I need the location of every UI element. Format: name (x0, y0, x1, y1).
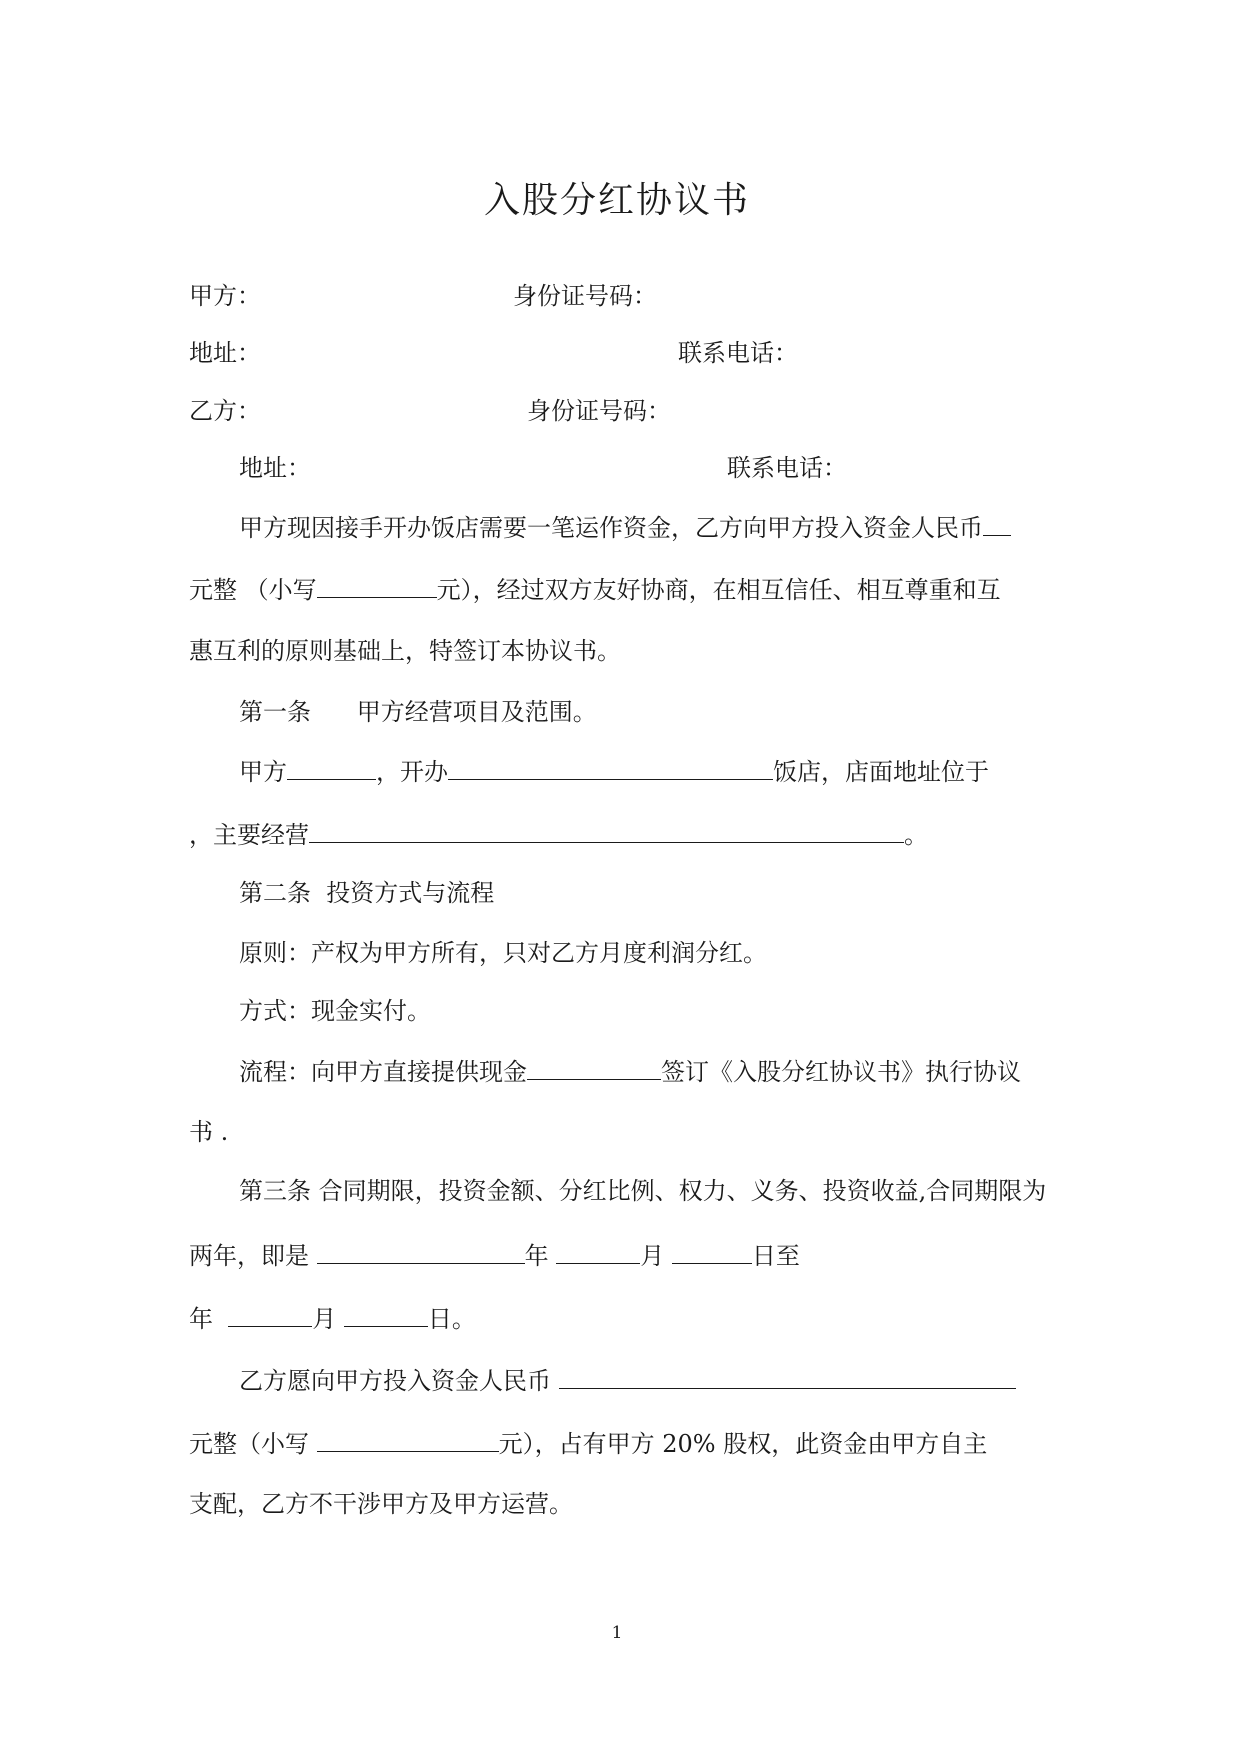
start-year-label: 年 (524, 1242, 549, 1270)
article-1-text-c: 饭店，店面地址位于 (773, 758, 989, 786)
start-month-blank (556, 1239, 640, 1264)
intro-line-3: 惠互利的原则基础上，特签订本协议书。 (189, 637, 621, 665)
investment-lowercase-blank (317, 1427, 499, 1452)
article-2-flow-end: 书 . (189, 1118, 229, 1146)
start-day-blank (672, 1239, 752, 1264)
start-year-blank (317, 1239, 525, 1264)
end-day-label: 日。 (427, 1305, 476, 1333)
article-3-line-2 (189, 1239, 800, 1271)
article-1-text-b: ，开办 (376, 758, 448, 786)
restaurant-name-blank (448, 755, 773, 780)
article-1-text-d: ，主要经营 (189, 821, 309, 849)
party-b-label: 乙方： (189, 397, 261, 425)
article-3-line-3 (189, 1302, 476, 1334)
article-3-text-a: 两年，即是 (189, 1242, 317, 1270)
intro-text-2a: 元整 （小写 (189, 576, 317, 604)
party-a-phone-label: 联系电话： (678, 339, 798, 367)
party-b-address-label: 地址： (239, 454, 311, 482)
party-a-name-blank (287, 755, 376, 780)
investment-line (239, 1364, 1016, 1396)
article-1-text-e: 。 (904, 821, 928, 849)
end-month-label: 月 (312, 1305, 337, 1333)
party-a-label: 甲方： (189, 282, 261, 310)
article-1-line-1 (239, 755, 989, 787)
intro-line-2 (189, 573, 1001, 605)
start-day-label: 日至 (751, 1242, 800, 1270)
article-2-flow-a: 流程：向甲方直接提供现金 (239, 1058, 527, 1086)
party-a-id-label: 身份证号码： (513, 282, 657, 310)
investment-amount-text-a: 元整（小写 (189, 1430, 317, 1458)
amount-uppercase-blank (983, 511, 1011, 536)
cash-amount-blank (527, 1055, 661, 1080)
end-day-blank (344, 1302, 428, 1327)
article-2-flow-b: 签订《入股分红协议书》执行协议 (661, 1058, 1021, 1086)
article-2-principle: 原则：产权为甲方所有，只对乙方月度利润分红。 (239, 939, 767, 967)
investment-last-line: 支配，乙方不干涉甲方及甲方运营。 (189, 1490, 573, 1518)
party-a-address-label: 地址： (189, 339, 261, 367)
intro-text-1: 甲方现因接手开办饭店需要一笔运作资金，乙方向甲方投入资金人民币 (239, 514, 983, 542)
article-2-heading: 第二条 投资方式与流程 (239, 879, 495, 907)
intro-line-1 (239, 511, 1011, 543)
amount-lowercase-blank (317, 573, 437, 598)
end-year-label: 年 (189, 1305, 221, 1333)
party-b-id-label: 身份证号码： (527, 397, 671, 425)
article-2-flow (239, 1055, 1021, 1087)
article-1-line-2 (189, 818, 928, 850)
page-number: 1 (611, 1623, 623, 1643)
business-scope-blank (309, 818, 904, 843)
investment-amount-text-b: 元），占有甲方 20% 股权，此资金由甲方自主 (498, 1430, 988, 1458)
investment-text: 乙方愿向甲方投入资金人民币 (239, 1367, 559, 1395)
document-title: 入股分红协议书 (483, 180, 750, 221)
article-3-line-1: 第三条 合同期限，投资金额、分红比例、权力、义务、投资收益,合同期限为 (239, 1177, 1047, 1205)
article-1-text-a: 甲方 (239, 758, 287, 786)
party-b-phone-label: 联系电话： (727, 454, 847, 482)
investment-amount-line (189, 1427, 987, 1459)
start-month-label: 月 (640, 1242, 665, 1270)
article-2-method: 方式：现金实付。 (239, 997, 431, 1025)
article-1-heading: 第一条 甲方经营项目及范围。 (239, 698, 597, 726)
intro-text-2b: 元），经过双方友好协商，在相互信任、相互尊重和互 (436, 576, 1001, 604)
investment-amount-blank (559, 1364, 1016, 1389)
end-month-blank (228, 1302, 312, 1327)
